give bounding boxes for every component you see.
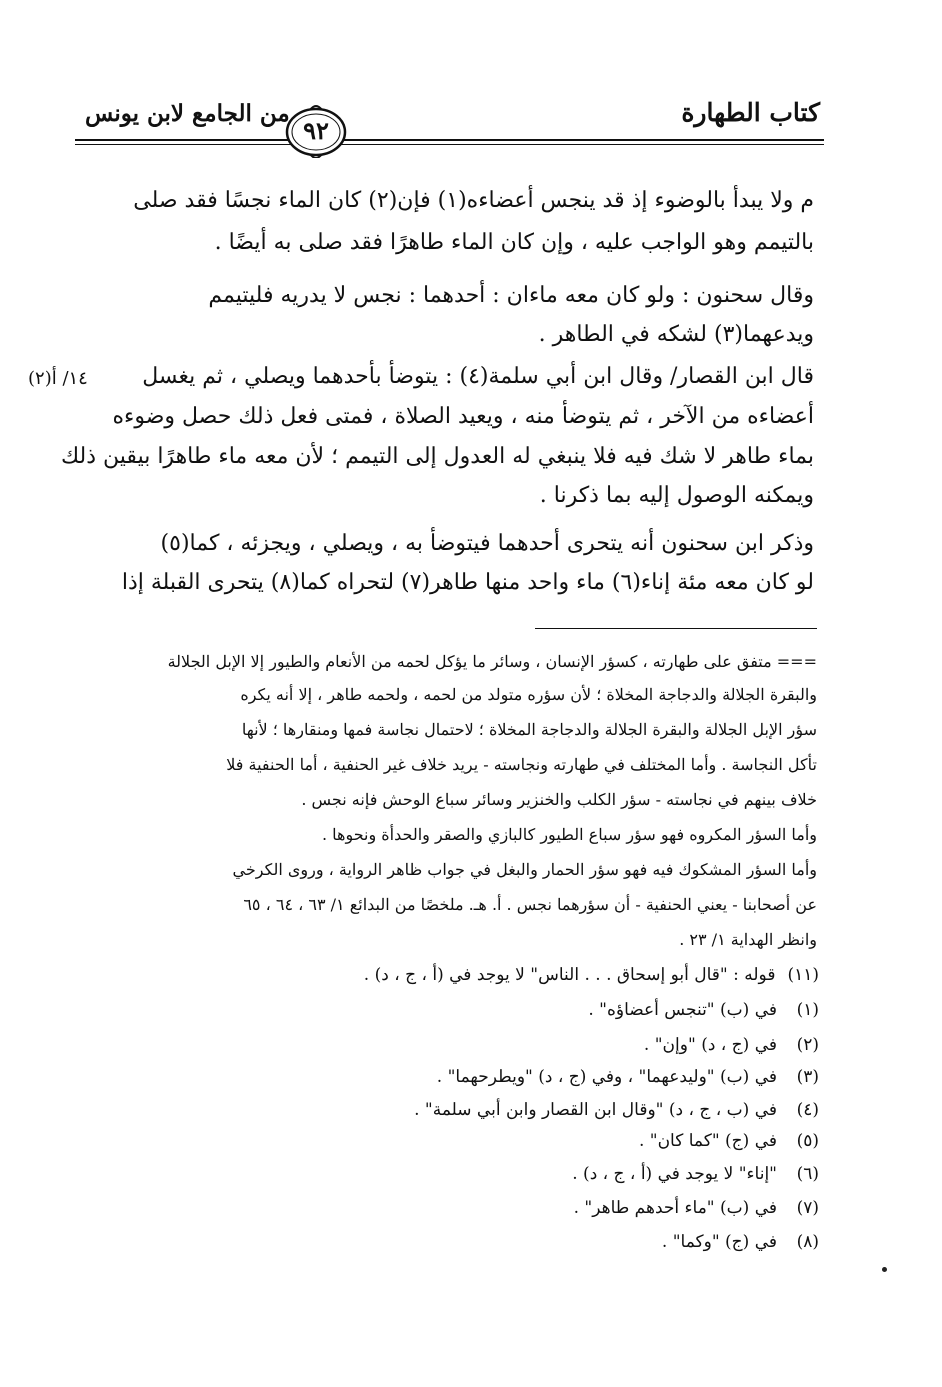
series-title: من الجامع لابن يونس (85, 100, 290, 127)
footnote-text: في (ج) "وكما" . (661, 1232, 777, 1252)
body-line: ويمكنه الوصول إليه بما ذكرنا . (539, 483, 814, 508)
footnote-text-line: تأكل النجاسة . وأما المختلف في طهارته ونجاسته - يريد خلاف غير الحنفية ، أما الحنفية فلا (226, 755, 817, 774)
footnote-text: قوله : "قال أبو إسحاق . . . الناس" لا يوجد في (أ ، ج ، د) . (363, 965, 776, 985)
body-line: وقال سحنون : ولو كان معه ماءان : أحدهما : نجس لا يدريه فليتيمم (208, 283, 814, 308)
footnote-number: (١١) (787, 965, 819, 985)
header-rule-thin (75, 144, 824, 145)
footnote-text: في (ج) "كما كان" . (638, 1131, 777, 1151)
footnote-text-line: === متفق على طهارته ، كسؤر الإنسان ، وسائر ما يؤكل لحمه من الأنعام والطيور إلا الإبل الجلالة (167, 652, 817, 671)
footnote-text: في (ب) "وليدعهما" ، وفي (ج ، د) "ويطرحهما" . (436, 1067, 777, 1087)
footnote-text-line: عن أصحابنا - يعني الحنفية - أن سؤرهما نجس . أ. هـ. ملخصًا من البدائع ١/ ٦٣ ، ٦٤ ، ٦٥ (243, 895, 817, 914)
footnote-text-line: خلاف بينهم في نجاسته - سؤر الكلب والخنزير وسائر سباع الوحش فإنه نجس . (301, 790, 817, 809)
footnote-item (662, 1229, 819, 1255)
body-line: بماء طاهر لا شك فيه فلا ينبغي له العدول إلى التيمم ؛ لأن معه ماء طاهرًا بيقين ذلك (61, 444, 814, 469)
header-rule (75, 139, 824, 141)
footnote-item (414, 1097, 819, 1123)
footnote-number: (٨) (796, 1232, 819, 1252)
footnote-item (588, 997, 819, 1023)
footnote-number: (١) (796, 1000, 819, 1020)
footnote-text-line: وانظر الهداية ١/ ٢٣ . (679, 930, 817, 949)
footnote-number: (٣) (796, 1067, 819, 1087)
page-number: ٩٢ (303, 116, 329, 145)
footnote-item (644, 1032, 819, 1058)
footnote-text-line: وأما السؤر المكروه فهو سؤر سباع الطيور كالبازي والصقر والحدأة ونحوها . (321, 825, 817, 844)
body-line: قال ابن القصار/ وقال ابن أبي سلمة(٤) : يتوضأ بأحدهما ويصلي ، ثم يغسل (142, 364, 814, 389)
footnote-item (574, 1195, 819, 1221)
footnote-item (572, 1161, 819, 1187)
footnote-item (437, 1064, 819, 1090)
book-title: كتاب الطهارة (681, 98, 820, 127)
body-line: بالتيمم وهو الواجب عليه ، وإن كان الماء طاهرًا فقد صلى به أيضًا . (214, 230, 814, 255)
footnote-text: "إناء" لا يوجد في (أ ، ج ، د) . (572, 1164, 777, 1184)
footnote-number: (٢) (796, 1035, 819, 1055)
body-line: أعضاءه من الآخر ، ثم يتوضأ منه ، ويعيد الصلاة ، فمتى فعل ذلك حصل وضوءه (112, 404, 814, 429)
footnote-text: في (ب ، ج ، د) "وقال ابن القصار وابن أبي سلمة" . (414, 1100, 777, 1120)
body-line: ويدعهما(٣) لشكه في الطاهر . (538, 322, 814, 347)
footnote-text: في (ب) "تنجس أعضاؤه" . (588, 1000, 777, 1020)
footnote-number: (٥) (796, 1131, 819, 1151)
footnote-text-line: والبقرة الجلالة والدجاجة المخلاة ؛ لأن سؤره متولد من لحمه ، ولحمه طاهر ، إلا أنه يكره (240, 685, 817, 704)
body-line: لو كان معه مئة إناء(٦) ماء واحد منها طاهر(٧) لتحراه كما(٨) يتحرى القبلة إذا (121, 570, 814, 595)
footnote-item (639, 1128, 819, 1154)
body-line: وذكر ابن سحنون أنه يتحرى أحدهما فيتوضأ به ، ويصلي ، ويجزئه ، كما(٥) (160, 531, 814, 556)
footnote-item (364, 962, 819, 988)
body-line: م ولا يبدأ بالوضوء إذ قد ينجس أعضاءه(١) فإن(٢) كان الماء نجسًا فقد صلى (133, 188, 814, 213)
margin-folio-note: ١٤/ أ(٢) (28, 368, 88, 389)
footnote-number: (٧) (796, 1198, 819, 1218)
footnote-text: في (ج ، د) "وإن" . (643, 1035, 777, 1055)
footnote-number: (٦) (796, 1164, 819, 1184)
footnote-text: في (ب) "ماء أحدهم طاهر" . (573, 1198, 777, 1218)
print-speck (882, 1267, 887, 1272)
footnote-separator (535, 628, 817, 629)
footnote-text-line: سؤر الإبل الجلالة والبقرة الجلالة والدجاجة المخلاة ؛ لاحتمال نجاسة فمها ومنقارها ؛ لأنها (241, 720, 817, 739)
footnote-number: (٤) (796, 1100, 819, 1120)
footnote-text-line: وأما السؤر المشكوك فيه فهو سؤر الحمار والبغل في جواب ظاهر الرواية ، وروى الكرخي (232, 860, 817, 879)
page-number-ornament (284, 104, 348, 158)
